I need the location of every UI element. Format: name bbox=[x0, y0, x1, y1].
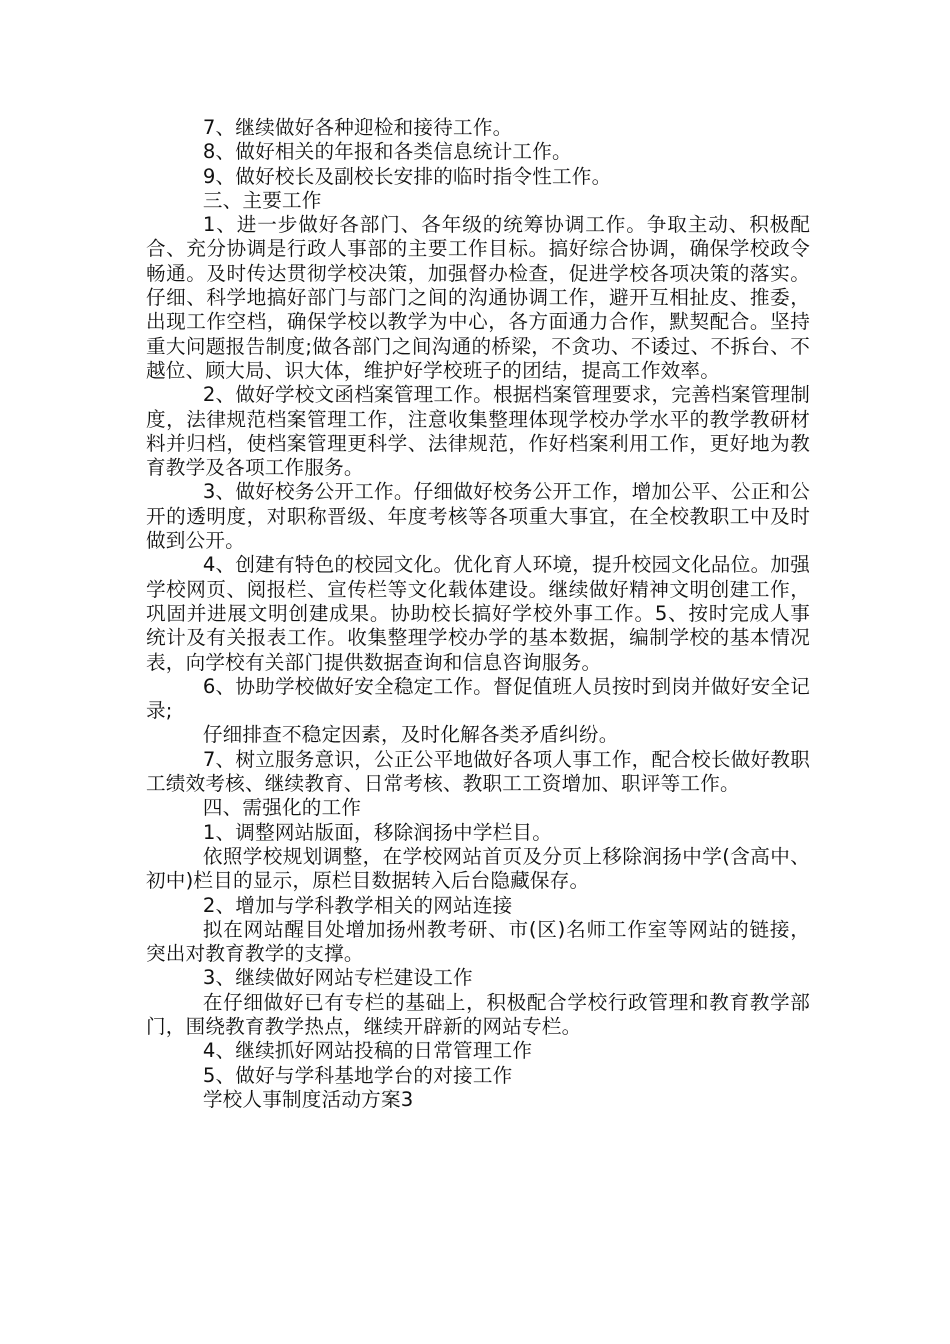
section-heading: 学校人事制度活动方案3 bbox=[202, 1087, 414, 1111]
paragraph: 1、进一步做好各部门、各年级的统筹协调工作。争取主动、积极配合、充分协调是行政人事部的主要工作目标。搞好综合协调，确保学校政令畅通。及时传达贯彻学校决策，加强督办检查，促进学校各项决策的落实。仔细、科学地搞好部门与部门之间的沟通协调工作，避开互相扯皮、推委，出现工作空档，确保学校以教学为中心，各方面通力合作，默契配合。坚持重大问题报告制度;做各部门之间沟通的桥梁，不贪功、不诿过、不拆台、不越位、顾大局、识大体，维护好学校班子的团结，提高工作效率。 bbox=[146, 213, 810, 382]
section-heading: 三、主要工作 bbox=[202, 188, 322, 212]
paragraph: 在仔细做好已有专栏的基础上，积极配合学校行政管理和教育教学部门，围绕教育教学热点，继续开辟新的网站专栏。 bbox=[146, 990, 810, 1038]
paragraph: 仔细排查不稳定因素，及时化解各类矛盾纠纷。 bbox=[202, 723, 619, 747]
list-item: 5、做好与学科基地学台的对接工作 bbox=[202, 1063, 513, 1087]
section-heading: 四、需强化的工作 bbox=[202, 796, 362, 820]
list-item: 1、调整网站版面，移除润扬中学栏目。 bbox=[202, 820, 552, 844]
paragraph: 4、创建有特色的校园文化。优化育人环境，提升校园文化品位。加强学校网页、阅报栏、宣传栏等文化载体建设。继续做好精神文明创建工作，巩固并进展文明创建成果。协助校长搞好学校外事工作。5、按时完成人事统计及有关报表工作。收集整理学校办学的基本数据，编制学校的基本情况表，向学校有关部门提供数据查询和信息咨询服务。 bbox=[146, 553, 810, 674]
paragraph: 6、协助学校做好安全稳定工作。督促值班人员按时到岗并做好安全记录; bbox=[146, 674, 810, 723]
list-item: 3、继续做好网站专栏建设工作 bbox=[202, 966, 473, 990]
list-item: 8、做好相关的年报和各类信息统计工作。 bbox=[202, 140, 572, 164]
list-item: 7、继续做好各种迎检和接待工作。 bbox=[202, 116, 513, 139]
paragraph: 7、树立服务意识，公正公平地做好各项人事工作，配合校长做好教职工绩效考核、继续教育、日常考核、教职工工资增加、职评等工作。 bbox=[146, 747, 810, 796]
paragraph: 依照学校规划调整，在学校网站首页及分页上移除润扬中学(含高中、初中)栏目的显示，原栏目数据转入后台隐藏保存。 bbox=[146, 844, 810, 893]
paragraph: 3、做好校务公开工作。仔细做好校务公开工作，增加公平、公正和公开的透明度，对职称晋级、年度考核等各项重大事宜，在全校教职工中及时做到公开。 bbox=[146, 480, 810, 553]
paragraph: 拟在网站醒目处增加扬州教考研、市(区)名师工作室等网站的链接，突出对教育教学的支撑。 bbox=[146, 917, 810, 966]
paragraph: 2、做好学校文函档案管理工作。根据档案管理要求，完善档案管理制度，法律规范档案管理工作，注意收集整理体现学校办学水平的教学教研材料并归档，使档案管理更科学、法律规范，作好档案利用工作，更好地为教育教学及各项工作服务。 bbox=[146, 383, 810, 480]
document-body bbox=[146, 116, 810, 1112]
list-item: 9、做好校长及副校长安排的临时指令性工作。 bbox=[202, 164, 612, 188]
list-item: 2、增加与学科教学相关的网站连接 bbox=[202, 893, 513, 917]
list-item: 4、继续抓好网站投稿的日常管理工作 bbox=[202, 1039, 533, 1063]
